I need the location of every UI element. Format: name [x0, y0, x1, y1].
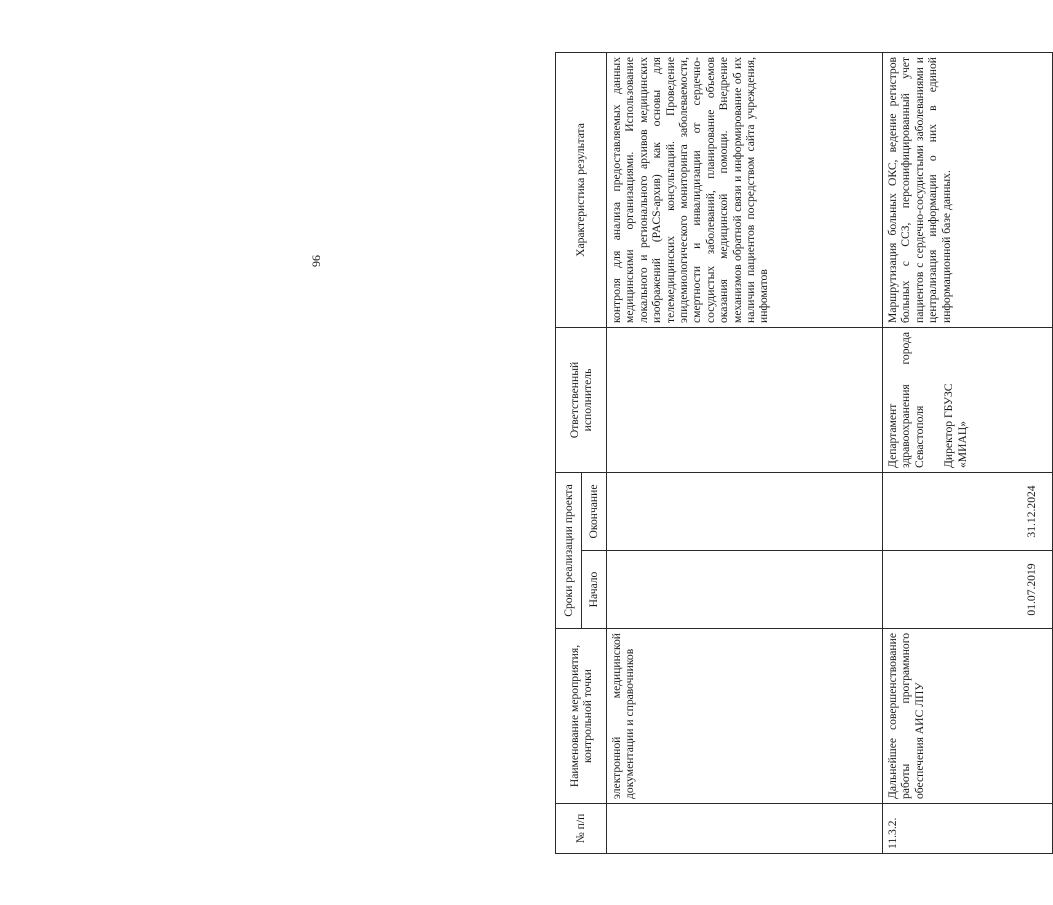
- cell-executor: [607, 327, 883, 472]
- executor-director: [942, 332, 969, 468]
- table-row: [607, 52, 883, 853]
- cell-result: Маршрутизация больных ОКС, ведение регистров больных с ССЗ, персонифицированный учет пациентов с сердечно-сосудистыми заболеваниями и централизация информации о них в единой информационной базе данных.: [883, 52, 1053, 327]
- cell-executor: [883, 327, 1053, 472]
- cell-result: контроля для анализа предоставляемых данных медицинскими организациями. Использование локального и регионального архивов медицинских изображений (PACS-архив) как основы для телемедицинских консультаций. Проведение эпидемиологического мониторинга заболеваемости, смертности и инвалидизации от сердечно-сосудистых заболеваний, планирование объемов оказания медицинской помощи. Внедрение механизмов обратной связи и информирование об их наличии пациентов посредством сайта учреждения, инфоматов: [607, 52, 883, 327]
- cell-name: Дальнейшее совершенствование работы программного обеспечения АИС ЛПУ: [883, 629, 1053, 804]
- rotated-page-content: [555, 53, 1052, 854]
- cell-end: [607, 472, 883, 550]
- cell-end: 31.12.2024: [883, 472, 1053, 550]
- page-number: 96: [309, 255, 324, 267]
- table-row: [883, 52, 1053, 853]
- header-num: № п/п: [556, 804, 607, 854]
- executor-director-org: «МИАЦ»: [955, 420, 969, 468]
- cell-start: [607, 551, 883, 629]
- header-start: Начало: [582, 551, 607, 629]
- cell-start: 01.07.2019: [883, 551, 1053, 629]
- project-table: [555, 52, 1053, 854]
- header-name: Наименование мероприятия, контрольной точки: [556, 629, 607, 804]
- cell-num: [607, 804, 883, 854]
- cell-name: электронной медицинской документации и справочников: [607, 629, 883, 804]
- header-result: Характеристика результата: [556, 52, 607, 327]
- header-terms: Сроки реализации проекта: [556, 472, 582, 628]
- executor-director-title: Директор ГБУЗС: [942, 383, 956, 468]
- table-header-row: [556, 52, 582, 853]
- header-end: Окончание: [582, 472, 607, 550]
- header-executor: Ответственный исполнитель: [556, 327, 607, 472]
- cell-num: 11.3.2.: [883, 804, 1053, 854]
- executor-department: Департамент здравоохранения города Севастополя: [886, 331, 926, 468]
